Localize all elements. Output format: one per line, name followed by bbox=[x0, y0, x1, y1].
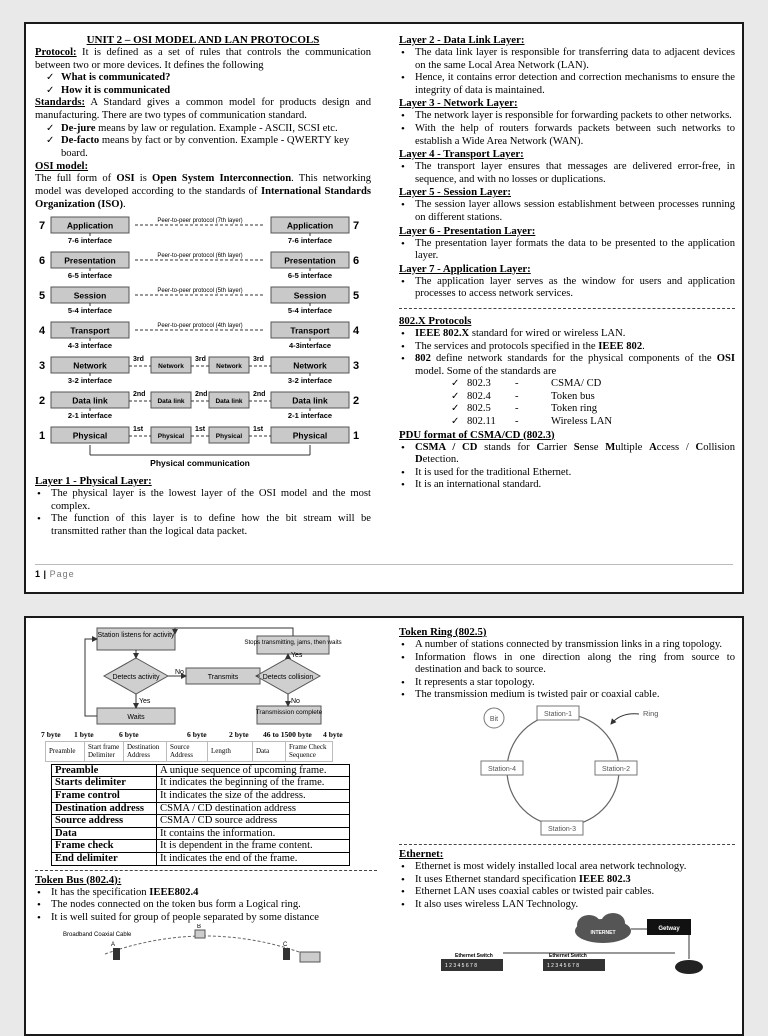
layer2-list bbox=[399, 47, 735, 97]
token-ring-diagram bbox=[399, 702, 735, 840]
standard-row: ✓ 802.5 - Token ring bbox=[451, 403, 598, 415]
table-row: Preamble A unique sequence of upcoming frame. bbox=[52, 764, 350, 777]
left-layer-label: Presentation bbox=[64, 255, 116, 266]
pdu-list bbox=[399, 442, 735, 492]
list-item: • Ethernet LAN uses coaxial cables or twisted pair cables. bbox=[415, 886, 735, 899]
list-item: • IEEE 802.X standard for wired or wireless LAN. bbox=[415, 328, 735, 341]
osi-model-diagram bbox=[35, 213, 371, 475]
right-interface-label: 2-1 interface bbox=[287, 411, 333, 421]
frame-definitions-table bbox=[51, 764, 350, 866]
svg-text:Station-1: Station-1 bbox=[543, 710, 573, 718]
right-layer-label: Data link bbox=[292, 395, 328, 406]
list-item: • The application layer serves as the window for users and application processes to access network services. bbox=[415, 276, 735, 301]
left-column bbox=[35, 624, 377, 964]
detects-activity-label: Detects activity bbox=[112, 674, 160, 681]
table-row: Frame control It indicates the size of the address. bbox=[52, 790, 350, 803]
byte-sizes-row: 7 byte 1 byte 6 byte 6 byte 2 byte 46 to 1500 byte 4 byte bbox=[41, 730, 343, 739]
right-layer-label: Session bbox=[293, 290, 327, 301]
transmits-label: Transmits bbox=[207, 674, 239, 681]
ethernet-diagram bbox=[399, 911, 735, 981]
layer-number: 4 bbox=[353, 325, 360, 338]
right-column bbox=[399, 34, 735, 492]
right-interface-label: 6-5 interface bbox=[287, 271, 333, 281]
right-interface-label: 3-2 interface bbox=[287, 376, 333, 386]
bit-label: Bit bbox=[489, 715, 499, 723]
list-item: • Information flows in one direction along the ring from source to destination and back to source. bbox=[415, 652, 735, 677]
layer3-list bbox=[399, 110, 735, 148]
frame-cell: Data bbox=[253, 742, 286, 762]
no2-label: No bbox=[291, 698, 300, 705]
divider bbox=[399, 844, 735, 845]
table-row: Source address CSMA / CD source address bbox=[52, 815, 350, 828]
left-interface-label: 3-2 interface bbox=[67, 376, 113, 386]
station-4 bbox=[481, 761, 523, 775]
list-item: • It has the specification IEEE802.4 bbox=[51, 887, 377, 900]
hop-label: 1st bbox=[195, 426, 206, 434]
token-bus-diagram bbox=[35, 924, 377, 964]
list-item: • The services and protocols specified in the IEEE 802. bbox=[415, 341, 735, 354]
table-row: End delimiter It indicates the end of the frame. bbox=[52, 852, 350, 865]
waits-label: Waits bbox=[127, 714, 145, 721]
left-interface-label: 7-6 interface bbox=[67, 236, 113, 246]
gateway-label: Getway bbox=[658, 926, 680, 933]
hop-label: 3rd bbox=[253, 356, 264, 364]
yes1-label: Yes bbox=[139, 698, 151, 705]
station-1 bbox=[537, 706, 579, 720]
divider bbox=[35, 870, 377, 871]
list-item: ✓ What is communicated? bbox=[61, 72, 371, 85]
frame-cell: Preamble bbox=[46, 742, 85, 762]
tokenbus-list bbox=[35, 887, 377, 925]
list-item: • 802 define network standards for the physical components of the OSI model. Some of the standards are bbox=[415, 353, 735, 378]
complete-label: Transmission complete bbox=[255, 709, 323, 716]
list-item: • The session layer allows session establishment between processes running on different stations. bbox=[415, 199, 735, 224]
right-layer-label: Transport bbox=[290, 325, 330, 336]
svg-text:Station-4: Station-4 bbox=[487, 765, 517, 773]
layer-number: 1 bbox=[39, 430, 46, 443]
csma-cd-flowchart bbox=[35, 624, 377, 728]
standards-text: A Standard gives a common model for products design and manufacturing. There are two types of communication standard. bbox=[35, 97, 371, 121]
osi-paragraph: The full form of OSI is Open System Interconnection. This networking model was developed according to the standards of International Standards Organization (ISO). bbox=[35, 173, 371, 210]
layer5-heading: Layer 5 - Session Layer: bbox=[399, 186, 511, 199]
layer-number: 1 bbox=[353, 430, 360, 443]
hop-label: 1st bbox=[253, 426, 264, 434]
list-item: • Hence, it contains error detection and correction mechanisms to ensure the integrity of data is maintained. bbox=[415, 72, 735, 97]
table-row: Destination address CSMA / CD destination address bbox=[52, 802, 350, 815]
layer7-list bbox=[399, 276, 735, 301]
ethernet-frame-table bbox=[45, 741, 333, 762]
standards-table bbox=[399, 378, 735, 428]
layer-number: 3 bbox=[39, 360, 46, 373]
left-interface-label: 2-1 interface bbox=[67, 411, 113, 421]
list-item: • The network layer is responsible for forwarding packets to other networks. bbox=[415, 110, 735, 123]
layer-number: 2 bbox=[353, 395, 360, 408]
cable-label: Broadband Coaxial Cable bbox=[63, 932, 132, 939]
station-2 bbox=[595, 761, 637, 775]
frame-cell: Destination Address bbox=[124, 742, 167, 762]
layer-number: 6 bbox=[353, 255, 360, 268]
layer1-heading: Layer 1 - Physical Layer: bbox=[35, 475, 152, 488]
right-layer-label: Physical bbox=[292, 430, 328, 441]
list-item: • The nodes connected on the token bus form a Logical ring. bbox=[51, 899, 377, 912]
listen-box bbox=[97, 628, 175, 650]
right-interface-label: 5-4 interface bbox=[287, 306, 333, 316]
right-interface-label: 4-3interface bbox=[288, 341, 332, 351]
detects-collision-label: Detects collision bbox=[262, 674, 314, 681]
list-item: • The physical layer is the lowest layer of the OSI model and the most complex. bbox=[51, 488, 371, 513]
left-layer-label: Network bbox=[73, 360, 107, 371]
osi-heading: OSI model: bbox=[35, 160, 89, 173]
no1-label: No bbox=[175, 669, 184, 676]
svg-text:Station-2: Station-2 bbox=[601, 765, 631, 773]
protocol-list bbox=[35, 72, 371, 97]
list-item: • It is used for the traditional Ethernet. bbox=[415, 467, 735, 480]
list-item: • It is well suited for group of people separated by some distance bbox=[51, 912, 377, 925]
relay-label: Network bbox=[158, 363, 184, 371]
layer-number: 2 bbox=[39, 395, 46, 408]
table-row: Frame check It is dependent in the frame content. bbox=[52, 840, 350, 853]
tokenring-list bbox=[399, 639, 735, 702]
protocol-text: It is defined as a set of rules that controls the communication between two or more devices. It defines the following bbox=[35, 47, 371, 71]
list-item: • It uses Ethernet standard specification IEEE 802.3 bbox=[415, 874, 735, 887]
hop-label: 2nd bbox=[195, 391, 208, 399]
layer-number: 5 bbox=[353, 290, 360, 303]
right-layer-label: Presentation bbox=[284, 255, 336, 266]
left-layer-label: Session bbox=[73, 290, 107, 301]
switch2-label: Ethernet Switch bbox=[549, 953, 587, 960]
tokenbus-heading: Token Bus (802.4): bbox=[35, 873, 122, 886]
left-layer-label: Application bbox=[66, 220, 114, 231]
right-interface-label: 7-6 interface bbox=[287, 236, 333, 246]
layer6-list bbox=[399, 238, 735, 263]
list-item: ✓ De-jure means by law or regulation. Example - ASCII, SCSI etc. bbox=[61, 123, 371, 136]
left-layer-label: Physical bbox=[72, 430, 108, 441]
switch1-label: Ethernet Switch bbox=[455, 953, 493, 960]
list-item: • A number of stations connected by transmission links in a ring topology. bbox=[415, 639, 735, 652]
peer-protocol-label: Peer-to-peer protocol (4th layer) bbox=[157, 323, 243, 330]
list-item: ✓ How it is communicated bbox=[61, 85, 371, 98]
yes2-label: Yes bbox=[291, 652, 303, 659]
hop-label: 3rd bbox=[195, 356, 206, 364]
frame-cell: Frame Check Sequence bbox=[286, 742, 333, 762]
hop-label: 3rd bbox=[133, 356, 144, 364]
standard-row: ✓ 802.11 - Wireless LAN bbox=[451, 416, 613, 428]
list-item: • It also uses wireless LAN Technology. bbox=[415, 899, 735, 912]
layer3-heading: Layer 3 - Network Layer: bbox=[399, 97, 518, 110]
layer7-heading: Layer 7 - Application Layer: bbox=[399, 262, 531, 275]
layer-number: 7 bbox=[39, 220, 46, 233]
list-item: • With the help of routers forwards packets between such networks to establish a Wide Area Network (WAN). bbox=[415, 123, 735, 148]
ethernet-list bbox=[399, 861, 735, 911]
relay-label: Physical bbox=[157, 433, 185, 441]
peer-protocol-label: Peer-to-peer protocol (7th layer) bbox=[157, 218, 243, 225]
frame-cell: Source Address bbox=[167, 742, 208, 762]
listen-label: Station listens for activity bbox=[97, 632, 175, 639]
left-interface-label: 4-3 interface bbox=[67, 341, 113, 351]
list-item: • The transport layer ensures that messages are delivered error-free, in sequence, and with no losses or duplications. bbox=[415, 161, 735, 186]
hop-label: 2nd bbox=[133, 391, 146, 399]
svg-text:INTERNET: INTERNET bbox=[590, 930, 616, 937]
standard-row: ✓ 802.3 - CSMA/ CD bbox=[451, 378, 602, 390]
layer4-heading: Layer 4 - Transport Layer: bbox=[399, 148, 524, 161]
svg-text:1 2 3 4 5 6 7 8: 1 2 3 4 5 6 7 8 bbox=[445, 963, 477, 970]
list-item: • It is an international standard. bbox=[415, 479, 735, 492]
standards-label: Standards: bbox=[35, 97, 86, 109]
document-page-1 bbox=[24, 22, 744, 594]
protocol-paragraph bbox=[35, 47, 371, 72]
list-item: • The transmission medium is twisted pair or coaxial cable. bbox=[415, 689, 735, 702]
list-item: • The presentation layer formats the data to be presented to the application layer. bbox=[415, 238, 735, 263]
ieee-heading: 802.X Protocols bbox=[399, 314, 472, 327]
ieee-list bbox=[399, 328, 735, 378]
layer-number: 5 bbox=[39, 290, 46, 303]
table-row: Starts delimiter It indicates the beginning of the frame. bbox=[52, 777, 350, 790]
right-column bbox=[399, 626, 735, 981]
standards-paragraph bbox=[35, 97, 371, 122]
list-item: • Ethernet is most widely installed local area network technology. bbox=[415, 861, 735, 874]
divider bbox=[399, 308, 735, 309]
page-footer: 1 | Page bbox=[35, 569, 75, 579]
list-item: • It represents a star topology. bbox=[415, 677, 735, 690]
peer-protocol-label: Peer-to-peer protocol (5th layer) bbox=[157, 288, 243, 295]
relay-label: Data link bbox=[215, 398, 243, 406]
standards-list bbox=[35, 123, 371, 161]
frame-cell: Start frame Delimiter bbox=[85, 742, 124, 762]
page-title: UNIT 2 – OSI MODEL AND LAN PROTOCOLS bbox=[86, 34, 320, 46]
layer2-heading: Layer 2 - Data Link Layer: bbox=[399, 34, 525, 46]
table-row: Data It contains the information. bbox=[52, 827, 350, 840]
relay-label: Data link bbox=[157, 398, 185, 406]
node-a-label: A bbox=[111, 942, 116, 949]
layer1-list bbox=[35, 488, 371, 538]
list-item: • The function of this layer is to define how the bit stream will be transmitted rather than the logical data packet. bbox=[51, 513, 371, 538]
right-layer-label: Network bbox=[293, 360, 327, 371]
node-b-label: B bbox=[197, 924, 202, 931]
layer-number: 4 bbox=[39, 325, 46, 338]
stops-label: Stops transmitting, jams, then waits bbox=[244, 639, 342, 646]
peer-protocol-label: Peer-to-peer protocol (6th layer) bbox=[157, 253, 243, 260]
left-column bbox=[35, 34, 371, 539]
station-3 bbox=[541, 821, 583, 835]
layer6-heading: Layer 6 - Presentation Layer: bbox=[399, 224, 536, 237]
relay-label: Network bbox=[216, 363, 242, 371]
pdu-heading: PDU format of CSMA/CD (802.3) bbox=[399, 428, 555, 441]
relay-label: Physical bbox=[215, 433, 243, 441]
layer-number: 3 bbox=[353, 360, 360, 373]
left-layer-label: Transport bbox=[70, 325, 110, 336]
list-item: ✓ De-facto means by fact or by convention. Example - QWERTY key board. bbox=[61, 135, 371, 160]
svg-text:1 2 3 4 5 6 7 8: 1 2 3 4 5 6 7 8 bbox=[547, 963, 579, 970]
node-c-label: C bbox=[283, 942, 288, 949]
router-icon bbox=[675, 960, 703, 974]
internet-cloud-icon bbox=[575, 913, 631, 943]
ethernet-heading: Ethernet: bbox=[399, 847, 444, 860]
list-item: • CSMA / CD stands for Carrier Sense Multiple Access / Collision Detection. bbox=[415, 442, 735, 467]
protocol-label: Protocol: bbox=[35, 47, 77, 58]
hop-label: 1st bbox=[133, 426, 144, 434]
document-page-2 bbox=[24, 616, 744, 1036]
layer-number: 7 bbox=[353, 220, 360, 233]
layer5-list bbox=[399, 199, 735, 224]
left-layer-label: Data link bbox=[72, 395, 108, 406]
svg-text:Station-3: Station-3 bbox=[547, 825, 577, 833]
hop-label: 2nd bbox=[253, 391, 266, 399]
right-layer-label: Application bbox=[286, 220, 334, 231]
list-item: • The data link layer is responsible for transferring data to adjacent devices on the same Local Area Network (LAN). bbox=[415, 47, 735, 72]
physical-communication-caption: Physical communication bbox=[150, 458, 250, 469]
ring-label: Ring bbox=[643, 708, 659, 718]
frame-cell: Length bbox=[208, 742, 253, 762]
left-interface-label: 5-4 interface bbox=[67, 306, 113, 316]
standard-row: ✓ 802.4 - Token bus bbox=[451, 390, 595, 402]
left-interface-label: 6-5 interface bbox=[67, 271, 113, 281]
layer-number: 6 bbox=[39, 255, 46, 268]
tokenring-heading: Token Ring (802.5) bbox=[399, 626, 487, 638]
layer4-list bbox=[399, 161, 735, 186]
footer-rule bbox=[35, 564, 733, 565]
